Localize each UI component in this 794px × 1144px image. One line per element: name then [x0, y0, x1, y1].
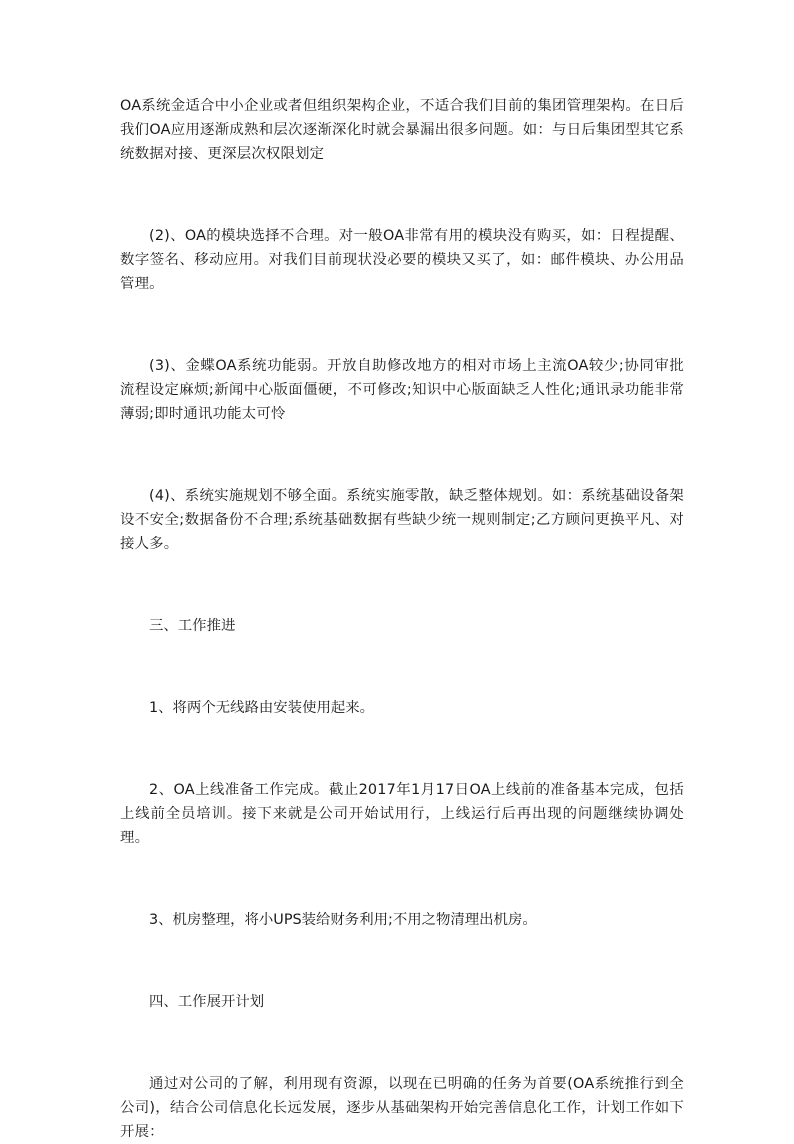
paragraph-spacer [120, 720, 684, 778]
paragraph-oa-suitability: OA系统金适合中小企业或者但组织架构企业，不适合我们目前的集团管理架构。在日后我们OA应用逐渐成熟和层次逐渐深化时就会暴漏出很多问题。如：与日后集团型其它系统数据对接、更深层次权限划定 [120, 98, 684, 162]
paragraph-spacer [120, 166, 684, 224]
paragraph-spacer [120, 426, 684, 484]
section-heading-work-progress: 三、工作推进 [149, 618, 236, 634]
paragraph-server-room: 3、机房整理，将小UPS装给财务利用;不用之物清理出机房。 [149, 912, 537, 928]
document-body [120, 94, 684, 1144]
paragraph-spacer [120, 296, 684, 354]
paragraph-implementation-plan: (4)、系统实施规划不够全面。系统实施零散，缺乏整体规划。如：系统基础设备架设不安全;数据备份不合理;系统基础数据有些缺少统一规则制定;乙方顾问更换平凡、对接人多。 [120, 488, 684, 552]
paragraph-spacer [120, 932, 684, 990]
paragraph-plan-intro: 通过对公司的了解，利用现有资源，以现在已明确的任务为首要(OA系统推行到全公司)，结合公司信息化长远发展，逐步从基础架构开始完善信息化工作，计划工作如下开展： [120, 1076, 684, 1140]
paragraph-spacer [120, 638, 684, 696]
section-heading-work-plan: 四、工作展开计划 [149, 994, 265, 1010]
paragraph-spacer [120, 850, 684, 908]
paragraph-wireless-router: 1、将两个无线路由安装使用起来。 [149, 700, 375, 716]
paragraph-function-weak: (3)、金蝶OA系统功能弱。开放自助修改地方的相对市场上主流OA较少;协同审批流程设定麻烦;新闻中心版面僵硬，不可修改;知识中心版面缺乏人性化;通讯录功能非常薄弱;即时通讯功能太可怜 [120, 358, 684, 422]
paragraph-module-selection: (2)、OA的模块选择不合理。对一般OA非常有用的模块没有购买，如：日程提醒、数字签名、移动应用。对我们目前现状没必要的模块又买了，如：邮件模块、办公用品管理。 [120, 228, 684, 292]
paragraph-spacer [120, 1014, 684, 1072]
paragraph-spacer [120, 556, 684, 614]
paragraph-oa-launch: 2、OA上线准备工作完成。截止2017年1月17日OA上线前的准备基本完成，包括上线前全员培训。接下来就是公司开始试用行，上线运行后再出现的问题继续协调处理。 [120, 782, 684, 846]
